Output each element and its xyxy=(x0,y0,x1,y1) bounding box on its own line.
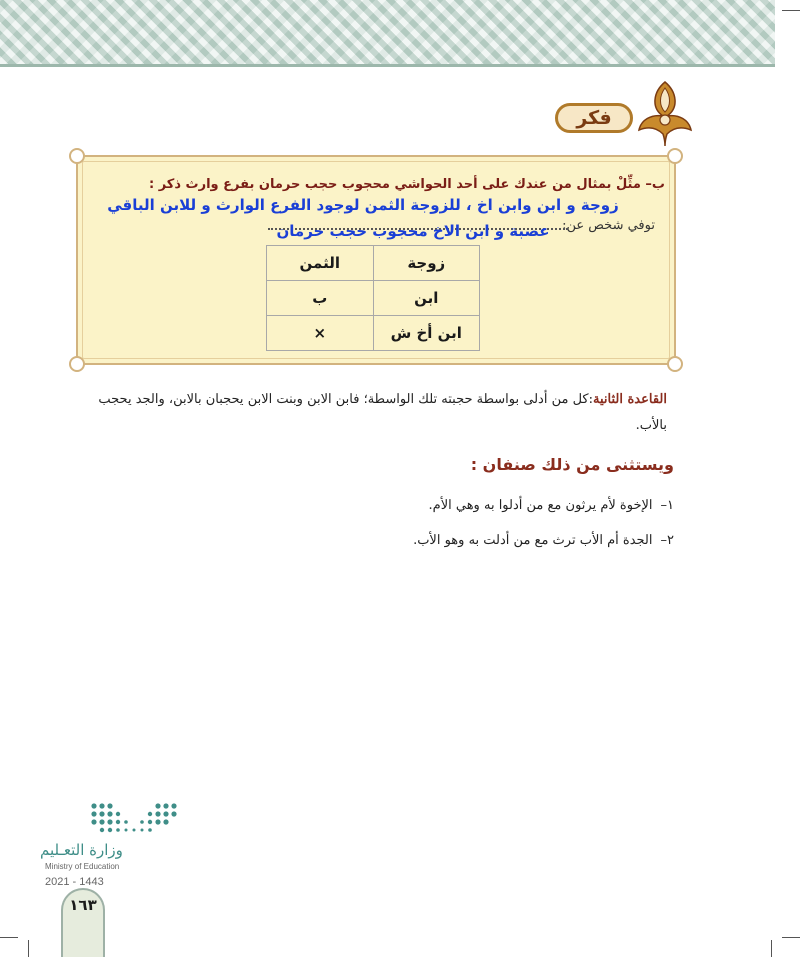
second-rule-paragraph xyxy=(95,387,667,439)
table-cell[interactable]: ابن أخ ش xyxy=(373,316,479,351)
arabesque-ornament-icon xyxy=(635,78,695,148)
header-banner-border xyxy=(0,64,775,67)
list-item-number: ٢– xyxy=(660,533,674,548)
header-banner xyxy=(0,0,775,64)
crop-mark xyxy=(782,937,800,938)
card-corner xyxy=(667,356,683,372)
ministry-dots-logo-icon xyxy=(88,800,180,834)
exercise-question: ب– مثِّلْ بمثال من عندك على أحد الحواشي محجوب حجب حرمان بفرع وارث ذكر : xyxy=(148,177,665,192)
list-item xyxy=(429,498,674,513)
think-badge-label: فكر xyxy=(555,103,633,133)
crop-mark xyxy=(771,940,772,957)
handwritten-answer-line-1[interactable]: زوجة و ابن وابن اخ ، للزوجة الثمن لوجود الفرع الوارث و للابن الباقي xyxy=(107,196,619,214)
second-rule-title: القاعدة الثانية xyxy=(593,392,667,407)
list-item-number: ١– xyxy=(660,498,674,513)
card-corner xyxy=(69,148,85,164)
table-cell[interactable]: زوجة xyxy=(373,246,479,281)
table-cell[interactable]: ب xyxy=(267,281,374,316)
table-row xyxy=(267,246,480,281)
ministry-name-arabic: وزارة التعـليم xyxy=(40,841,123,859)
crop-mark xyxy=(782,10,800,11)
list-item-text: الإخوة لأم يرثون مع من أدلوا به وهي الأم. xyxy=(428,498,653,513)
heirs-table xyxy=(266,245,480,351)
second-rule-text: :كل من أدلى بواسطة حجبته تلك الواسطة؛ فابن الابن وبنت الابن يحجبان بالابن، والجد يحجب بالأب. xyxy=(98,392,667,433)
list-item-text: الجدة أم الأب ترث مع من أدلت به وهو الأب. xyxy=(413,533,653,548)
card-corner xyxy=(667,148,683,164)
exclusions-heading: ويستثنى من ذلك صنفان : xyxy=(470,455,674,474)
ministry-logo xyxy=(40,800,190,895)
ministry-year: 2021 - 1443 xyxy=(45,876,104,888)
table-cell[interactable]: ابن xyxy=(373,281,479,316)
page-number: ١٦٣ xyxy=(61,888,105,957)
table-cell[interactable]: الثمن xyxy=(267,246,374,281)
exercise-prompt: توفي شخص عن: xyxy=(562,218,655,233)
crop-mark xyxy=(28,940,29,957)
crop-mark xyxy=(0,937,18,938)
table-cell[interactable]: × xyxy=(267,316,374,351)
ministry-name-english: Ministry of Education xyxy=(45,862,120,871)
table-row xyxy=(267,316,480,351)
handwritten-answer-line-2[interactable]: عصبة و ابن الاخ محجوب حجب حرمان xyxy=(276,222,550,240)
card-corner xyxy=(69,356,85,372)
list-item xyxy=(413,533,674,548)
table-row xyxy=(267,281,480,316)
think-badge xyxy=(555,78,695,148)
